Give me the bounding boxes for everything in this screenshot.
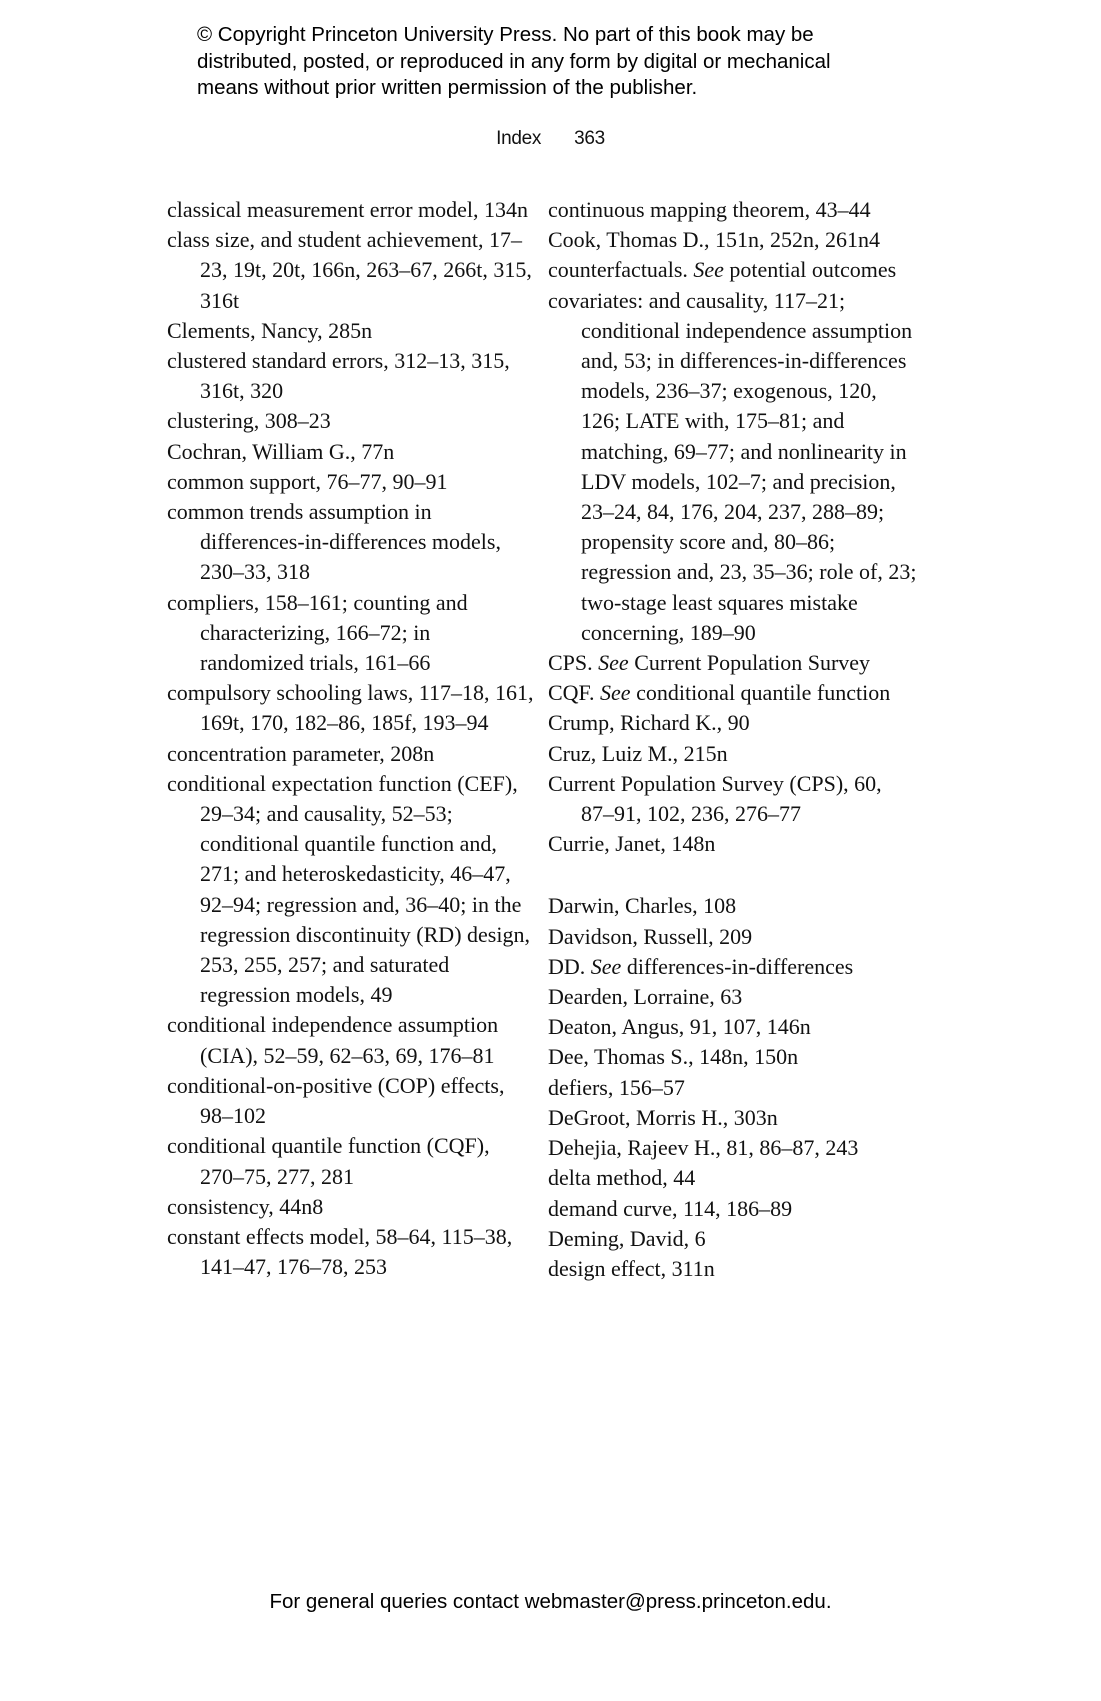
index-entry: conditional-on-positive (COP) effects, 98–102 bbox=[167, 1072, 505, 1129]
index-section-d bbox=[548, 891, 918, 1284]
copyright-line: means without prior written permission of the publisher. bbox=[197, 76, 698, 99]
see-target: potential outcomes bbox=[723, 257, 897, 283]
index-entry: continuous mapping theorem, 43–44 bbox=[548, 197, 871, 222]
index-entry: constant effects model, 58–64, 115–38, 141–47, 176–78, 253 bbox=[167, 1223, 513, 1280]
entry-term: CQF. bbox=[548, 680, 601, 706]
index-entry: Dee, Thomas S., 148n, 150n bbox=[548, 1044, 799, 1070]
index-entry: Cook, Thomas D., 151n, 252n, 261n4 bbox=[548, 227, 881, 253]
index-entry: Dehejia, Rajeev H., 81, 86–87, 243 bbox=[548, 1135, 859, 1161]
index-entry: Cochran, William G., 77n bbox=[167, 438, 395, 464]
index-entry: Cruz, Luiz M., 215n bbox=[548, 740, 728, 766]
see-reference: See bbox=[598, 650, 629, 676]
see-reference: See bbox=[693, 257, 724, 283]
see-reference: See bbox=[590, 953, 622, 979]
running-head-title: Index bbox=[496, 128, 542, 149]
running-head bbox=[0, 128, 1101, 150]
copyright-line: distributed, posted, or reproduced in any form by digital or mechanical bbox=[197, 49, 831, 73]
index-entry: classical measurement error model, 134n bbox=[167, 197, 529, 222]
index-entry: common support, 76–77, 90–91 bbox=[167, 468, 448, 494]
index-entry bbox=[548, 648, 918, 678]
index-entry: demand curve, 114, 186–89 bbox=[548, 1195, 793, 1221]
copyright-line: © Copyright Princeton University Press. No part of this book may be bbox=[197, 23, 814, 46]
index-entry: Crump, Richard K., 90 bbox=[548, 710, 750, 736]
index-entry: DeGroot, Morris H., 303n bbox=[548, 1104, 778, 1130]
index-entry: consistency, 44n8 bbox=[167, 1193, 324, 1219]
index-entry: concentration parameter, 208n bbox=[167, 740, 435, 766]
index-section-c bbox=[548, 195, 918, 859]
index-entry bbox=[548, 255, 918, 285]
index-entry: design effect, 311n bbox=[548, 1255, 715, 1281]
index-entry: delta method, 44 bbox=[548, 1165, 696, 1191]
index-entry: Clements, Nancy, 285n bbox=[167, 317, 373, 343]
page-number: 363 bbox=[574, 128, 605, 149]
index-entry: Current Population Survey (CPS), 60, 87–91, 102, 236, 276–77 bbox=[548, 770, 882, 827]
index-entry: conditional quantile function (CQF), 270–75, 277, 281 bbox=[167, 1133, 490, 1189]
index-entry: Darwin, Charles, 108 bbox=[548, 893, 737, 919]
index-entry: Deming, David, 6 bbox=[548, 1225, 706, 1251]
entry-term: CPS. bbox=[548, 650, 599, 676]
index-entry: conditional expectation function (CEF), 29–34; and causality, 52–53; conditional quantile function and, 271; and heteroskedasticity, 46–47, 92–94; regression and, 36–40; in the regression discontinuity (RD) design, 253, 255, 257; and saturated regression models, 49 bbox=[167, 770, 530, 1008]
index-entry: clustering, 308–23 bbox=[167, 408, 331, 434]
index-entry bbox=[548, 678, 918, 708]
index-entry: Dearden, Lorraine, 63 bbox=[548, 984, 743, 1010]
see-reference: See bbox=[600, 680, 631, 706]
footer-contact: For general queries contact webmaster@press.princeton.edu. bbox=[269, 1590, 832, 1613]
index-entry: common trends assumption in differences-in-differences models, 230–33, 318 bbox=[167, 499, 501, 585]
entry-term: counterfactuals. bbox=[548, 257, 694, 283]
see-target: differences-in-differences bbox=[621, 953, 854, 979]
index-entry: class size, and student achievement, 17–23, 19t, 20t, 166n, 263–67, 266t, 315, 316t bbox=[167, 227, 532, 313]
see-target: Current Population Survey bbox=[628, 650, 871, 676]
index-entry: conditional independence assumption (CIA), 52–59, 62–63, 69, 176–81 bbox=[167, 1012, 499, 1068]
index-entry bbox=[548, 952, 918, 982]
index-entry: defiers, 156–57 bbox=[548, 1074, 685, 1100]
section-gap bbox=[548, 859, 918, 891]
index-entry: compliers, 158–161; counting and characterizing, 166–72; in randomized trials, 161–66 bbox=[167, 589, 468, 676]
index-column-right bbox=[548, 195, 918, 1284]
index-entry: Currie, Janet, 148n bbox=[548, 831, 716, 857]
entry-term: DD. bbox=[548, 953, 591, 979]
copyright-notice bbox=[197, 22, 917, 102]
index-entry: Deaton, Angus, 91, 107, 146n bbox=[548, 1014, 811, 1040]
index-entry: covariates: and causality, 117–21; conditional independence assumption and, 53; in differences-in-differences models, 236–37; exogenous, 120, 126; LATE with, 175–81; and matching, 69–77; and nonlinearity in LDV models, 102–7; and precision, 23–24, 84, 176, 204, 237, 288–89; propensity score and, 80–86; regression and, 23, 35–36; role of, 23; two-stage least squares mistake concerning, 189–90 bbox=[548, 287, 917, 645]
index-column-left bbox=[167, 195, 537, 1282]
index-entry: Davidson, Russell, 209 bbox=[548, 923, 753, 949]
index-entry: compulsory schooling laws, 117–18, 161, 169t, 170, 182–86, 185f, 193–94 bbox=[167, 680, 534, 736]
index-entry: clustered standard errors, 312–13, 315, 316t, 320 bbox=[167, 348, 510, 404]
see-target: conditional quantile function bbox=[630, 680, 891, 706]
